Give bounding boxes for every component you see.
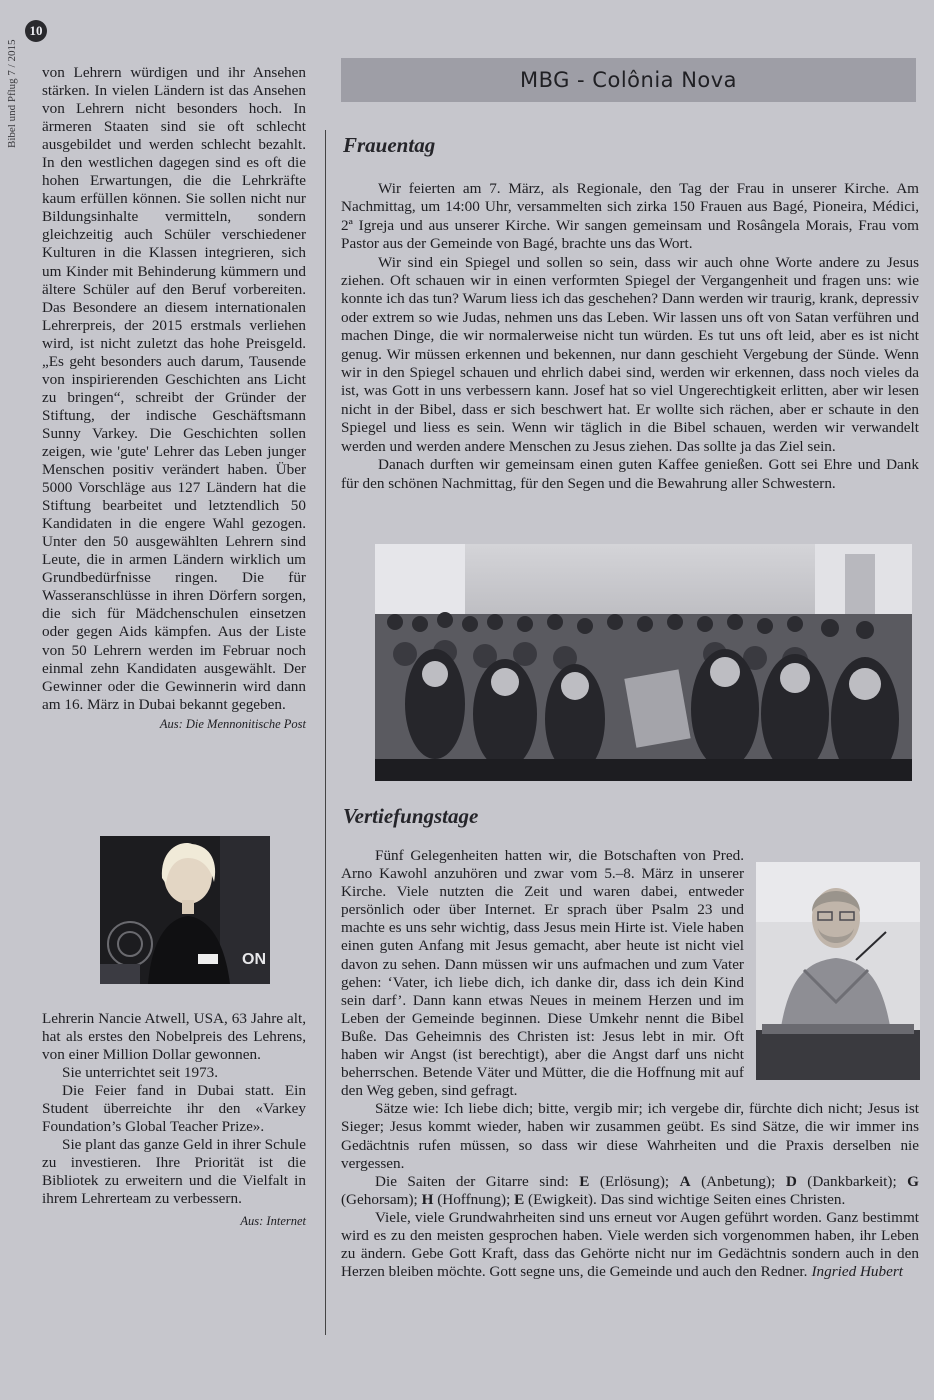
body-paragraph: Wir feierten am 7. März, als Regionale, den Tag der Frau in unserer Kirche. Am Nachmittag, um 14:00 Uhr, versammelten sich zirka 150 Frauen aus Bagé, Pioneira, Médici, 2ª Igreja und aus unserer Kirche. Wir sangen gemeinsam und Rosângela Morais, Frau vom Pastor aus der Gemeinde von Bagé, brachte uns das Wort. [341,180,919,253]
string-letter: E [514,1190,525,1208]
frauentag-text [341,180,919,493]
body-paragraph: Fünf Gelegenheiten hatten wir, die Botschaften von Pred. Arno Kawohl anzuhören und zwar vom 5.–8. März in unserer Kirche. Viele nutzten die Zeit und waren dabei, entweder persönlich oder über Internet. Er sprach über Psalm 23 und machte es uns sehr wichtig, dass Jesus mein Hirte ist. Viele haben einen guten Anfang mit Jesus gemacht, aber heute ist nicht viel davon zu sehen. Dann müssen wir uns aufmachen und zum Vater gehen: ‘Vater, ich liebe dich, ich danke dir, dass ich dein Kind sein darf’. Dann kann etwas Neues in meinem Herzen und im Leben der Gemeinde beginnen. Diese Umkehr nennt die Bibel Buße. Das Geheimnis des Christen ist: Jesus lebt in mir. Oft haben wir Angst (ist berechtigt), aber die Angst darf uns nicht beherrschen. Betende Väter und Mütter, die die Hoffnung mit auf den Weg geben, sind gefragt. [341,847,744,1100]
strings-intro: Die Saiten der Gitarre sind: [375,1172,580,1190]
heading-vertiefungstage: Vertiefungstage [343,804,479,828]
string-letter: D [785,1172,797,1190]
string-letter: E [579,1172,590,1190]
string-word: (Ewigkeit). [524,1190,597,1208]
body-paragraph: Danach durften wir gemeinsam einen guten Kaffee genießen. Gott sei Ehre und Dank für den schönen Nachmittag, für den Segen und die Bewahrung aller Schwestern. [341,456,919,492]
teacher-photo [100,836,270,984]
photo-float-space [744,847,919,1083]
string-letter: H [421,1190,434,1208]
caption-paragraph: Sie unterrichtet seit 1973. [62,1064,219,1082]
source-credit: Aus: Die Mennonitische Post [159,716,306,731]
article-paragraph: von Lehrern würdigen und ihr Ansehen stärken. In vielen Ländern ist das Ansehen von Lehrern nicht besonders hoch. In ärmeren Staaten sind sie oft schlecht ausgebildet und werden schlecht bezahlt. In den westlichen dagegen sind es oft die hohen Erwartungen, die die Lehrkräfte kaum erfüllen können. Sie sollen nicht nur Bildungsinhalte vermitteln, sondern gleichzeitig auch Schüler verschiedener Kulturen in die Klassen integrieren, sich um Kinder mit Behinderung kümmern und ältere Schüler auf den Beruf vorbereiten. Das Besondere an diesem internationalen Lehrerpreis, der 2015 erstmals verliehen wird, ist nicht zuletzt das hohe Preisgeld. „Es geht besonders auch darum, Tausende von inspirierenden Geschichten ans Licht zu bringen“, schreibt der Gründer der Stiftung, der indische Geschäftsmann Sunny Varkey. Die Geschichten sollen zeigen, wie 'gute' Lehrer das Leben junger Menschen positiv verändert haben. Über 5000 Vorschläge aus 127 Ländern hat die Stiftung bearbeitet und letztendlich 50 Kandidaten in die engere Wahl gezogen. Unter den 50 ausgewählten Lehrern sind Leute, die in armen Ländern wirklich um Grundbedürfnisse ringen. Die für Wasseranschlüsse in ihren Dörfern sorgen, die sich für Mädchenschulen einsetzen oder gegen Aids kämpfen. Aus der Liste von 50 Lehrern werden im Februar noch einmal zehn Kandidaten ausgewählt. Der Gewinner oder die Gewinnerin wird dann am 16. März in Dubai bekannt gegeben. [42,64,306,713]
string-word: (Gehorsam); [341,1190,422,1208]
author-signature: Ingried Hubert [811,1263,903,1281]
caption-paragraph: Die Feier fand in Dubai statt. Ein Student überreichte ihr den «Varkey Foundation’s Global Teacher Prize». [42,1082,306,1136]
source-credit: Aus: Internet [240,1213,306,1228]
body-paragraph: Sätze wie: Ich liebe dich; bitte, vergib mir; ich vergebe dir, fürchte dich nicht; Jesus ist Sieger; Jesus kommt wieder, haben wir zusammen geübt. Es sind Sätze, die wir immer ins Gedächtnis rufen müssen, so dass wir diese Wahrheiten und die Praxis derselben nie vergessen. [341,1100,919,1172]
page-number: 10 [25,20,47,42]
left-column [42,64,306,733]
strings-outro: Das sind wichtige Seiten eines Christen. [596,1190,846,1208]
body-paragraph: Wir sind ein Spiegel und sollen so sein, dass wir auch ohne Worte andere zu Jesus ziehen. Oft schauen wir in einen verformten Spiegel der Vergangenheit und fragen uns: wie konnte ich das tun? Warum liess ich das geschehen? Dann werden wir traurig, krank, depressiv oder extrem so wie Judas, nehmen uns das Leben. Wir lassen uns oft von Satan verführen und machen Dinge, die wir normalerweise nicht tun würden. Es tut uns oft leid, aber es ist nicht genug. Wir müssen erkennen und bekennen, nur dann geschieht Vergebung der Sünde. Wenn wir in den Spiegel schauen und ehrlich dabei sind, werden wir erkennen, dass noch vieles da ist, was Gott in uns verbessern kann. Josef hat so viel Ungerechtigkeit erlitten, aber wir lesen nicht in der Bibel, dass er sich beschwert hat. Er wollte sich rächen, aber er schaute in den Spiegel und liess es sein. Wenn wir täglich in die Bibel schauen, werden wir verwandelt werden und werden andere Menschen zu Jesus ziehen. Das sollte ja das Ziel sein. [341,253,919,455]
vertiefungstage-text [341,847,919,1281]
section-banner: MBG - Colônia Nova [341,58,916,102]
string-word: (Hoffnung); [433,1190,515,1208]
body-paragraph: Viele, viele Grundwahrheiten sind uns erneut vor Augen geführt worden. Ganz bestimmt wird es zu den meisten gesprochen haben. Viele werden sich vorgenommen haben, ihr Leben zu ändern. Gebe Gott Kraft, dass das Gehörte nicht nur im Gedächtnis sondern auch in den Herzen bleiben möchte. Gott segne uns, die Gemeinde und auch den Redner. [341,1208,919,1281]
caption-paragraph: Sie plant das ganze Geld in ihrer Schule zu investieren. Ihre Priorität ist die Bibliotek zu erweitern und die Vielfalt in ihrem Lehrerteam zu verbessern. [42,1136,306,1208]
teacher-photo-sign: ON [242,951,266,968]
photo-caption [42,1010,306,1230]
heading-frauentag: Frauentag [343,133,436,157]
string-word: (Dankbarkeit); [796,1172,908,1190]
string-word: (Erlösung); [589,1172,680,1190]
audience-photo [375,544,912,781]
string-word: (Anbetung); [690,1172,786,1190]
running-head: Bibel und Pflug 7 / 2015 [6,39,18,148]
guitar-strings-paragraph [341,1173,919,1209]
string-letter: G [907,1172,919,1190]
caption-paragraph: Lehrerin Nancie Atwell, USA, 63 Jahre alt, hat als erstes den Nobelpreis des Lehrens, von einer Million Dollar gewonnen. [42,1010,306,1064]
audience-photo-image [375,544,912,781]
teacher-photo-image [100,836,270,984]
string-letter: A [679,1172,691,1190]
column-divider [325,130,326,1335]
